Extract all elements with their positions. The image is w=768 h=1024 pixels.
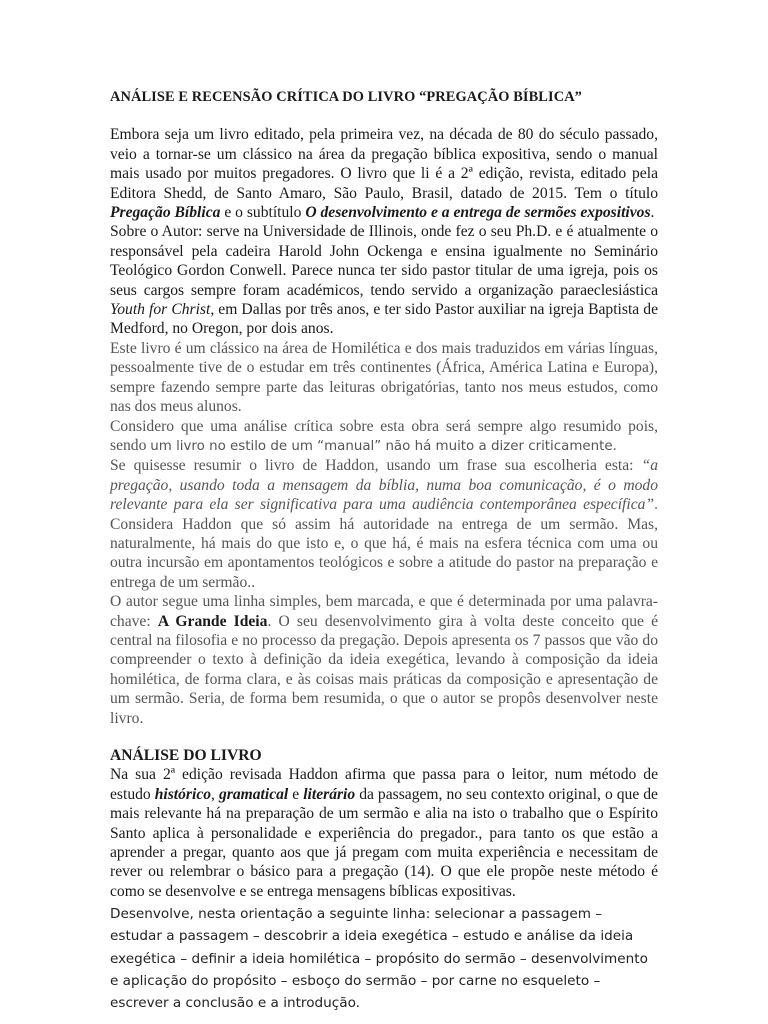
line-paragraph	[110, 592, 658, 728]
document-page	[110, 88, 658, 1014]
author-paragraph	[110, 222, 658, 338]
consider-paragraph	[110, 417, 658, 457]
key-concept: A Grande Ideia	[157, 612, 268, 630]
method-gramatical: gramatical	[218, 785, 289, 803]
analysis-sep: ,	[211, 785, 219, 803]
analysis-paragraph	[110, 765, 658, 901]
summary-text-2: Considera Haddon que só assim há autoridade na entrega de um sermão. Mas, naturalmente, há mais do que isto e, o que há, é mais na esfera técnica com uma ou outra incursão em apontamentos teológicos e sobre a atitude do pastor na preparação e entrega de um sermão..	[110, 515, 658, 591]
method-literario: literário	[303, 785, 356, 803]
analysis-heading: ANÁLISE DO LIVRO	[110, 747, 262, 764]
consider-text: Considero que uma análise crítica sobre esta obra será sempre algo resumido pois, sendo	[110, 417, 658, 454]
quote-period: .	[654, 496, 658, 514]
intro-text-3: .	[650, 204, 655, 222]
haddon-quote: “a pregação, usando toda a mensagem da bíblia, numa boa comunicação, é o modo relevante para ela ser significativa para uma audiência contemporânea específica”	[110, 457, 658, 514]
book-title: Pregação Bíblica	[110, 204, 221, 222]
document-title: ANÁLISE E RECENSÃO CRÍTICA DO LIVRO “PREGAÇÃO BÍBLICA”	[110, 89, 582, 105]
analysis-text-2: da passagem, no seu contexto original, o que de mais relevante há na preparação de um sermão e alia na isto o trabalho que o Espírito Santo aplica à personalidade e experiência do pregador., para tanto os que estão a aprender a pregar, quanto aos que já pregam com muita experiência e necessitam de rever ou relembrar o básico para a pregação (14). O que ele propõe neste método é como se desenvolve e se entrega mensagens bíblicas expositivas.	[110, 785, 658, 900]
steps-paragraph: Desenvolve, nesta orientação a seguinte linha: selecionar a passagem – estudar a passagem – descobrir a ideia exegética – estudo e análise da ideia exegética – definir a ideia homilética – propósito do sermão – desenvolvimento e aplicação do propósito – esboço do sermão – por carne no esqueleto – escrever a conclusão e a introdução.	[110, 906, 648, 1012]
analysis-text: Na sua 2ª edição revisada Haddon afirma que passa para o leitor, num método de estudo	[110, 766, 658, 803]
analysis-sep-2: e	[288, 785, 304, 803]
intro-paragraph	[110, 125, 658, 222]
organization-name: Youth for Christ	[110, 301, 211, 319]
method-historico: histórico	[154, 785, 212, 803]
classic-paragraph: Este livro é um clássico na área de Homilética e dos mais traduzidos em várias línguas, pessoalmente tive de o estudar em três continentes (África, América Latina e Europa), sempre fazendo sempre parte das leituras obrigatórias, tanto nos meus estudos, como nas dos meus alunos.	[110, 339, 658, 416]
intro-text: Embora seja um livro editado, pela primeira vez, na década de 80 do século passado, veio a tornar-se um clássico na área da pregação bíblica expositiva, sendo o manual mais usado por muitos pregadores. O livro que li é a 2ª edição, revista, editado pela Editora Shedd, de Santo Amaro, São Paulo, Brasil, datado de 2015. Tem o título	[110, 126, 658, 202]
author-text: Sobre o Autor: serve na Universidade de Illinois, onde fez o seu Ph.D. e é atualmente o responsável pela cadeira Harold John Ockenga e ensina igualmente no Seminário Teológico Gordon Conwell. Parece nunca ter sido pastor titular de uma igreja, pois os seus cargos sempre foram académicos, tendo servido a organização paraeclesiástica	[110, 223, 658, 299]
line-text: O autor segue uma linha simples, bem marcada, e que é determinada por uma palavra-chave:	[110, 593, 658, 630]
summary-paragraph	[110, 456, 658, 592]
book-subtitle: O desenvolvimento e a entrega de sermões expositivos	[305, 204, 651, 222]
consider-text-2: um livro no estilo de um “manual” não há muito a dizer criticamente.	[150, 438, 617, 454]
intro-text-2: e o subtítulo	[220, 204, 306, 222]
author-text-2: , em Dallas por três anos, e ter sido Pastor auxiliar na igreja Baptista de Medford, no Oregon, por dois anos.	[110, 301, 658, 338]
line-text-2: . O seu desenvolvimento gira à volta deste conceito que é central na filosofia e no processo da pregação. Depois apresenta os 7 passos que vão do compreender o texto à definição da ideia exegética, levando à composição da ideia homilética, de forma clara, e às coisas mais práticas da composição e apresentação de um sermão. Seria, de forma bem resumida, o que o autor se propôs desenvolver neste livro.	[110, 612, 658, 727]
summary-text: Se quisesse resumir o livro de Haddon, usando um frase sua escolheria esta:	[110, 457, 642, 475]
